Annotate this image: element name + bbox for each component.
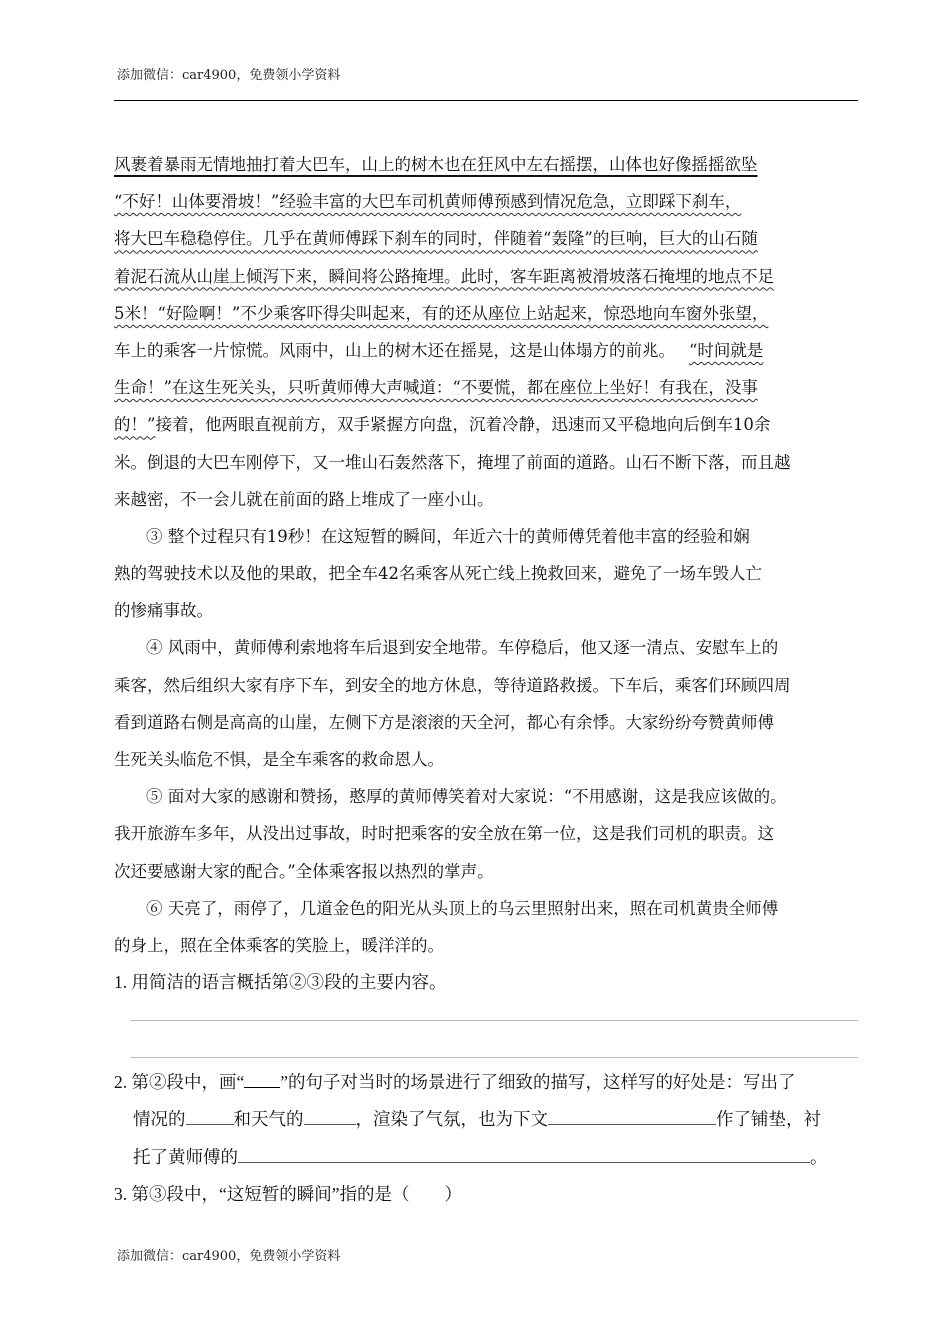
underlined-sentence: 风裹着暴雨无情地抽打着大巴车，山上的树木也在狂风中左右摇摆，山体也好像摇摇欲坠: [114, 155, 758, 174]
passage-line: 次还要感谢大家的配合。”全体乘客报以热烈的掌声。: [114, 861, 494, 881]
question-text: 2. 第②段中，画“: [114, 1071, 245, 1092]
page-header: 添加微信：car4900，免费领小学资料: [117, 68, 341, 83]
wavy-underlined-text: “时间就是: [689, 340, 764, 360]
question-text: 托了黄师傅的: [133, 1146, 238, 1167]
passage-line: ③ 整个过程只有19秒！在这短暂的瞬间，年近六十的黄师傅凭着他丰富的经验和娴: [146, 526, 750, 546]
passage-line: 的身上，照在全体乘客的笑脸上，暖洋洋的。: [114, 935, 444, 955]
wavy-underlined-text: 生命！”在这生死关头，只听黄师傅大声喊道：“不要慌，都在座位上坐好！有我在，没事: [114, 378, 758, 398]
passage-line: 来越密，不一会儿就在前面的路上堆成了一座小山。: [114, 489, 494, 509]
passage-line: [114, 183, 866, 220]
passage-line: ⑤ 面对大家的感谢和赞扬，憨厚的黄师傅笑着对大家说：“不用感谢，这是我应该做的。: [146, 787, 787, 807]
wavy-underlined-text: “不好！山体要滑坡！”经验丰富的大巴车司机黄师傅预感到情况危急，立即踩下刹车，: [114, 192, 742, 212]
passage-line: ⑥ 天亮了，雨停了，几道金色的阳光从头顶上的乌云里照射出来，照在司机黄贵全师傅: [146, 898, 779, 918]
passage-line: 看到道路右侧是高高的山崖，左侧下方是滚滚的天全河，都心有余悸。大家纷纷夸赞黄师傅: [114, 712, 774, 732]
question-2-line-2: [114, 1101, 866, 1139]
wavy-underlined-text: 将大巴车稳稳停住。几乎在黄师傅踩下刹车的同时，伴随着“轰隆”的巨响，巨大的山石随: [114, 229, 758, 249]
passage-line: [114, 295, 866, 332]
wavy-underlined-text: 着泥石流从山崖上倾泻下来，瞬间将公路掩埋。此时，客车距离被滑坡落石掩埋的地点不足: [114, 266, 774, 286]
passage-line: [114, 332, 866, 369]
question-text: 作了铺垫，衬: [716, 1109, 821, 1130]
page-footer: 添加微信：car4900，免费领小学资料: [117, 1249, 341, 1264]
fill-blank-weather[interactable]: [304, 1104, 356, 1125]
passage-body: [114, 146, 866, 1214]
wavy-underlined-text: 的！”: [114, 415, 156, 435]
question-text: ”的句子对当时的场景进行了细致的描写，这样写的好处是：写出了: [280, 1071, 796, 1092]
question-text: 。: [810, 1146, 828, 1167]
passage-line: 我开旅游车多年，从没出过事故，时时把乘客的安全放在第一位，这是我们司机的职责。这: [114, 824, 774, 844]
question-3: 3. 第③段中，“这短暂的瞬间”指的是（ ）: [114, 1184, 463, 1205]
fill-blank-foreshadow[interactable]: [548, 1104, 716, 1125]
passage-line: [114, 146, 866, 183]
question-text: 和天气的: [233, 1109, 304, 1130]
passage-line: 乘客，然后组织大家有序下车，到安全的地方休息，等待道路救援。下车后，乘客们环顾四周: [114, 675, 791, 695]
answer-gap: [114, 1002, 866, 1020]
passage-line: [114, 258, 866, 295]
passage-line: [114, 369, 866, 406]
fill-blank-situation[interactable]: [186, 1104, 234, 1125]
question-text: 情况的: [133, 1109, 186, 1130]
passage-line: 的惨痛事故。: [114, 601, 213, 621]
question-1: 1. 用简洁的语言概括第②③段的主要内容。: [114, 972, 447, 993]
passage-line: ④ 风雨中，黄师傅利索地将车后退到安全地带。车停稳后，他又逐一清点、安慰车上的: [146, 638, 779, 658]
passage-line: [114, 220, 866, 257]
passage-line: 米。倒退的大巴车刚停下，又一堆山石轰然落下，掩埋了前面的道路。山石不断下落，而且越: [114, 452, 791, 472]
question-text: ，渲染了气氛，也为下文: [355, 1109, 548, 1130]
answer-line-1[interactable]: [130, 1020, 858, 1021]
answer-line-2[interactable]: [130, 1057, 858, 1058]
passage-text: 车上的乘客一片惊慌。风雨中，山上的树木还在摇晃，这是山体塌方的前兆。: [114, 340, 675, 360]
passage-line: 生死关头临危不惧，是全车乘客的救命恩人。: [114, 750, 444, 769]
passage-line: 熟的驾驶技术以及他的果敢，把全车42名乘客从死亡线上挽救回来，避免了一场车毁人亡: [114, 564, 762, 584]
passage-line: [114, 406, 866, 443]
passage-text: 接着，他两眼直视前方，双手紧握方向盘，沉着冷静，迅速而又平稳地向后倒车10余: [155, 415, 771, 435]
wavy-underlined-text: 5米！“好险啊！”不少乘客吓得尖叫起来，有的还从座位上站起来，惊恐地向车窗外张望，: [114, 303, 769, 323]
question-2: [114, 1064, 866, 1102]
underline-sample: [244, 1067, 280, 1088]
header-divider: [114, 100, 858, 101]
question-2-line-3: [114, 1139, 866, 1177]
fill-blank-character[interactable]: [238, 1142, 810, 1163]
